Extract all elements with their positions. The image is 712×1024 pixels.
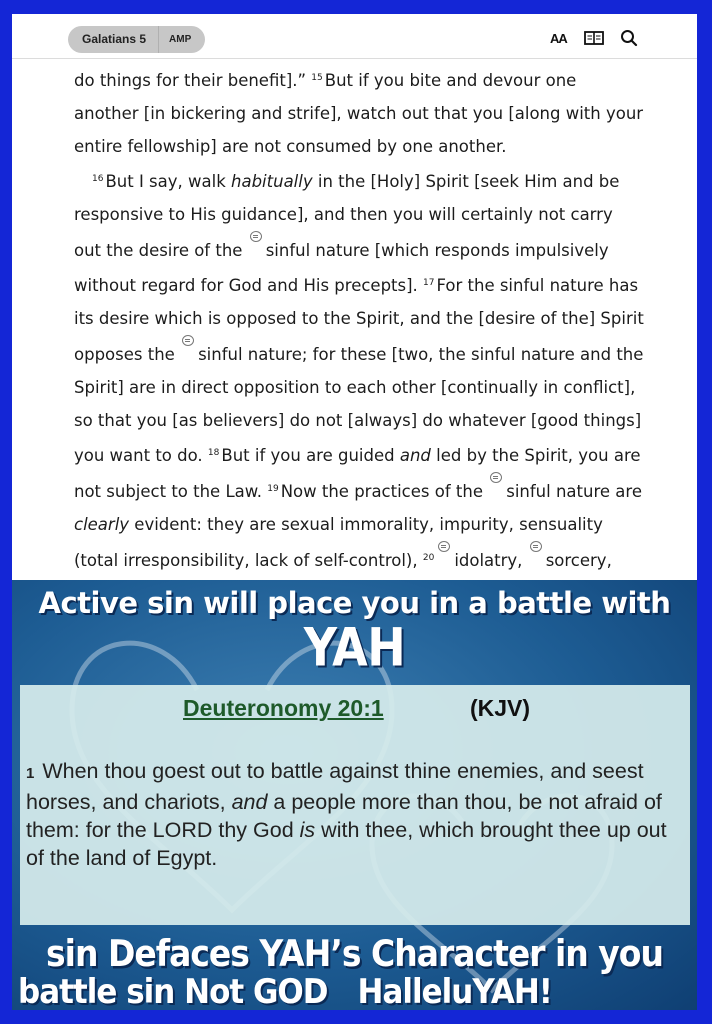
footnote-icon[interactable] — [438, 541, 450, 552]
paragraph-1 — [74, 62, 644, 163]
text: with thee, which brought thee up out of the land of Egypt. — [26, 818, 667, 870]
paragraph-2 — [74, 163, 644, 580]
scripture-panel — [20, 685, 690, 925]
footnote-icon[interactable] — [490, 472, 502, 483]
reader-toolbar — [12, 14, 697, 59]
text-size-label: AA — [550, 30, 567, 46]
text: in the [Holy] Spirit [seek Him and be responsive to His guidance], and then you will certainly not carry out the desire of the — [74, 172, 620, 260]
text: When thou goest out to battle against thine enemies, and seest horses, and chariots, — [26, 759, 644, 814]
tagline-line-2 — [18, 972, 552, 1010]
scripture-version: (KJV) — [470, 695, 531, 721]
verse-number[interactable]: 17 — [423, 278, 435, 288]
text: sinful nature; for these [two, the sinful nature and the Spirit] are in direct opposition to each other [continually in conflict], so that you [as believers] do not [always] do whatever [good things] you want to do. — [74, 345, 644, 465]
scripture-reference: Deuteronomy 20:1 — [183, 695, 384, 721]
tagline-line-1: sin Defaces YAH’s Character in you — [46, 932, 663, 975]
text-italic: habitually — [231, 172, 313, 191]
text-size-icon[interactable] — [550, 28, 567, 48]
text-italic: and — [399, 446, 431, 465]
text: Now the practices of the — [280, 482, 483, 501]
text: do things for their benefit].” — [74, 71, 312, 90]
text: a people more than thou, be not afraid of them: for the LORD thy God — [26, 790, 662, 842]
headline-line-1: Active sin will place you in a battle with — [38, 586, 671, 620]
scripture-text — [26, 757, 686, 872]
text: idolatry, — [454, 551, 523, 570]
text-italic: clearly — [74, 515, 130, 534]
passage-text — [74, 62, 644, 580]
text: battle sin Not GOD — [18, 972, 328, 1010]
verse-number[interactable]: 18 — [207, 448, 220, 458]
text: sinful nature [which responds impulsively without regard for God and His precepts]. — [74, 241, 609, 295]
version-button[interactable]: AMP — [169, 34, 192, 45]
reference-selector[interactable] — [68, 26, 205, 53]
footnote-icon[interactable] — [182, 335, 194, 346]
bible-reader-screenshot — [12, 14, 697, 580]
verse-number[interactable]: 20 — [422, 553, 435, 563]
footnote-icon[interactable] — [530, 541, 542, 552]
text: evident: they are sexual immorality, impurity, sensuality (total irresponsibility, lack of self-control), — [74, 515, 603, 570]
text: But if you bite and devour one another [in bickering and strife], watch out that you [along with your entire fellowship] are not consumed by one another. — [74, 71, 644, 156]
text: But I say, walk — [105, 172, 232, 191]
text: sorcery, — [545, 551, 612, 570]
text: For the sinful nature has its desire which is opposed to the Spirit, and the [desire of the] Spirit opposes the — [74, 276, 644, 364]
verse-number: 1 — [26, 765, 35, 782]
text: HalleluYAH! — [357, 972, 552, 1010]
verse-number[interactable]: 15 — [311, 73, 323, 83]
text-italic: and — [231, 790, 268, 814]
search-icon[interactable] — [620, 28, 638, 48]
text: sinful nature are — [506, 482, 642, 501]
text: But if you are guided — [221, 446, 400, 465]
footnote-icon[interactable] — [250, 231, 262, 242]
verse-number[interactable]: 16 — [92, 174, 104, 184]
book-chapter-button[interactable]: Galatians 5 — [68, 26, 159, 53]
text-italic: is — [299, 818, 316, 842]
text: led by the Spirit, you are not subject to the Law. — [74, 446, 641, 501]
headline-line-2: YAH — [303, 615, 406, 679]
book-icon[interactable] — [584, 28, 604, 48]
meme-graphic — [12, 580, 697, 1010]
verse-number[interactable]: 19 — [267, 484, 279, 494]
